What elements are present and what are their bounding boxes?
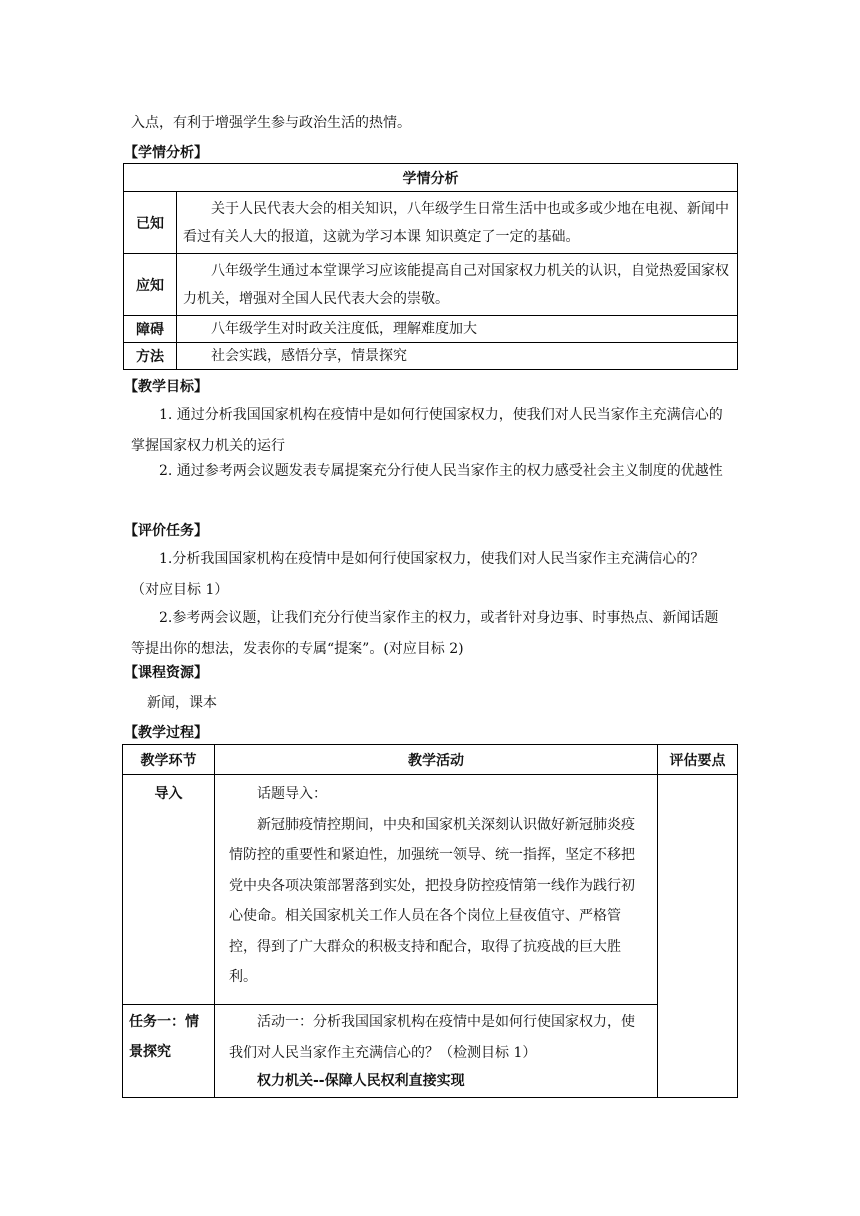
activity-cell — [215, 1005, 658, 1098]
row-text: 关于人民代表大会的相关知识，八年级学生日常生活中也或多或少地在电视、新闻中看过有关人大的报道，这就为学习本课 知识奠定了一定的基础。 — [177, 192, 738, 254]
row-text: 社会实践，感悟分享，情景探究 — [177, 343, 738, 370]
goal-item-1: 1. 通过分析我国国家机构在疫情中是如何行使国家权力，使我们对人民当家作主充满信心的掌握国家权力机关的运行 — [131, 407, 723, 454]
xueqing-table-title: 学情分析 — [124, 164, 738, 192]
row-label: 障碍 — [124, 316, 177, 343]
activity-paragraph: 活动一：分析我国国家机构在疫情中是如何行使国家权力，使我们对人民当家作主充满信心的？（检测目标 1） — [229, 1014, 635, 1061]
row-label: 方法 — [124, 343, 177, 370]
row-text: 八年级学生对时政关注度低，理解难度加大 — [177, 316, 738, 343]
col-header-eval: 评估要点 — [658, 745, 738, 775]
table-row — [124, 192, 738, 254]
resources-text: 新闻，课本 — [147, 695, 217, 711]
row-label: 已知 — [124, 192, 177, 254]
xueqing-table — [123, 163, 738, 370]
task-item-1: 1.分析我国国家机构在疫情中是如何行使国家权力，使我们对人民当家作主充满信心的？（对应目标 1） — [131, 551, 705, 598]
activity-paragraph: 新冠肺疫情控期间，中央和国家机关深刻认识做好新冠肺炎疫情防控的重要性和紧迫性，加强统一领导、统一指挥，坚定不移把党中央各项决策部署落到实处，把投身防控疫情第一线作为践行初心使命。相关国家机关工作人员在各个岗位上昼夜值守、严格管控，得到了广大群众的积极支持和配合，取得了抗疫战的巨大胜利。 — [229, 816, 635, 985]
stage-cell: 导入 — [123, 775, 215, 1005]
section-heading-guocheng: 【教学过程】 — [124, 725, 208, 741]
activity-cell — [215, 775, 658, 1005]
col-header-activity: 教学活动 — [215, 745, 658, 775]
table-row — [123, 1005, 738, 1098]
col-header-stage: 教学环节 — [123, 745, 215, 775]
process-table — [122, 744, 738, 1098]
activity-bold-line: 权力机关--保障人民权利直接实现 — [257, 1073, 465, 1089]
intro-continuation: 入点，有利于增强学生参与政治生活的热情。 — [131, 115, 411, 131]
goal-item-2: 2. 通过参考两会议题发表专属提案充分行使人民当家作主的权力感受社会主义制度的优越性 — [159, 463, 723, 479]
row-label: 应知 — [124, 254, 177, 316]
section-heading-renwu: 【评价任务】 — [124, 523, 208, 539]
table-row — [124, 254, 738, 316]
stage-cell: 任务一：情景探究 — [123, 1005, 215, 1098]
table-row — [123, 775, 738, 1005]
table-row — [124, 316, 738, 343]
activity-line: 话题导入： — [257, 786, 327, 802]
eval-cell — [658, 775, 738, 1098]
task-item-2: 2.参考两会议题，让我们充分行使当家作主的权力，或者针对身边事、时事热点、新闻话题等提出你的想法，发表你的专属“提案”。(对应目标 2) — [131, 610, 719, 657]
section-heading-xueqing: 【学情分析】 — [124, 145, 208, 161]
section-heading-mubiao: 【教学目标】 — [124, 379, 208, 395]
section-heading-ziyuan: 【课程资源】 — [124, 665, 208, 681]
table-row — [124, 343, 738, 370]
row-text: 八年级学生通过本堂课学习应该能提高自己对国家权力机关的认识，自觉热爱国家权力机关，增强对全国人民代表大会的崇敬。 — [177, 254, 738, 316]
